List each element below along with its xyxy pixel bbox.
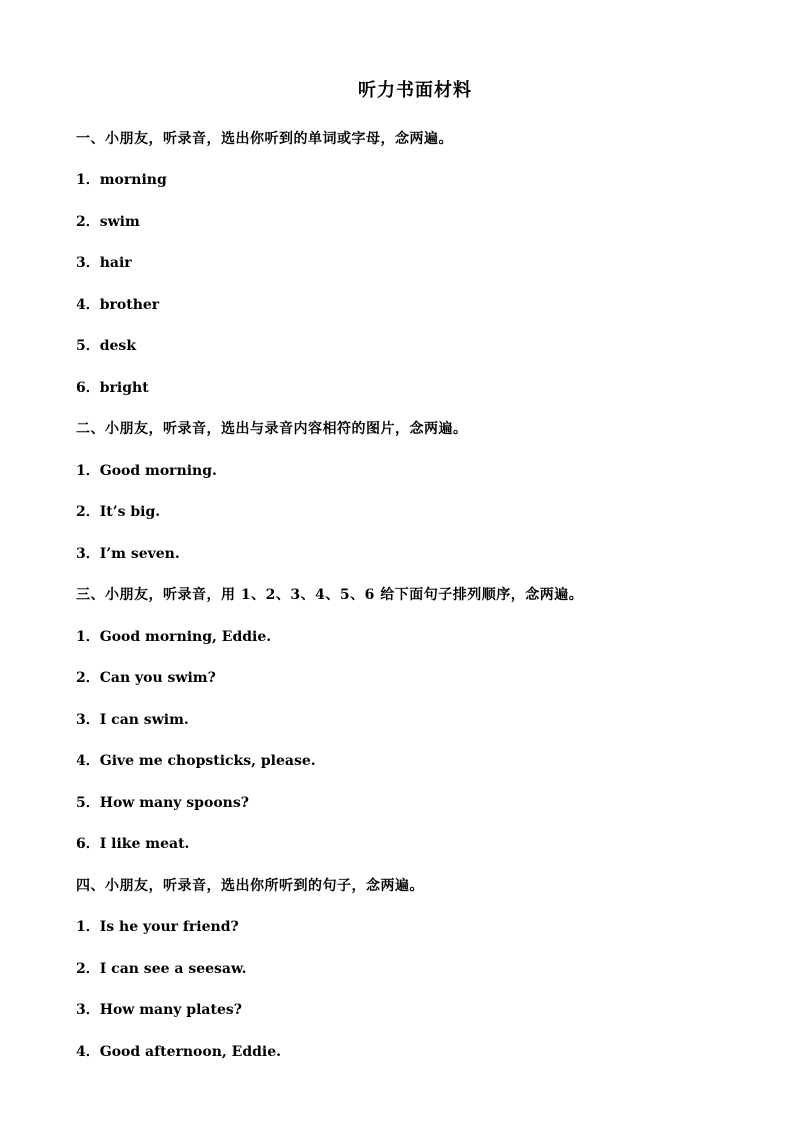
page-title: 听力书面材料: [358, 80, 472, 101]
section-4-item-1: 1．Is he your friend?: [76, 919, 239, 935]
section-4-item-4: 4．Good afternoon, Eddie.: [76, 1044, 282, 1060]
section-4-item-2: 2．I can see a seesaw.: [76, 961, 247, 977]
section-2-heading: 二、小朋友，听录音，选出与录音内容相符的图片，念两遍。: [76, 421, 468, 437]
section-1-item-5: 5．desk: [76, 338, 137, 354]
section-1-heading: 一、小朋友，听录音，选出你听到的单词或字母，念两遍。: [76, 131, 453, 147]
section-2-item-3: 3．I’m seven.: [76, 546, 180, 562]
section-4-item-3: 3．How many plates?: [76, 1002, 242, 1018]
section-1-item-1: 1．morning: [76, 172, 167, 188]
section-1-item-6: 6．bright: [76, 380, 149, 396]
section-1-item-3: 3．hair: [76, 255, 132, 271]
section-3-heading: 三、小朋友，听录音，用 1、2、3、4、5、6 给下面句子排列顺序，念两遍。: [76, 587, 584, 603]
section-3-item-3: 3．I can swim.: [76, 712, 189, 728]
section-2-item-2: 2．It’s big.: [76, 504, 161, 520]
section-3-item-1: 1．Good morning, Eddie.: [76, 629, 272, 645]
section-3-item-2: 2．Can you swim?: [76, 670, 216, 686]
section-2-item-1: 1．Good morning.: [76, 463, 217, 479]
section-3-item-6: 6．I like meat.: [76, 836, 190, 852]
section-3-item-5: 5．How many spoons?: [76, 795, 249, 811]
section-1-item-4: 4．brother: [76, 297, 160, 313]
section-3-item-4: 4．Give me chopsticks, please.: [76, 753, 316, 769]
section-4-heading: 四、小朋友，听录音，选出你所听到的句子，念两遍。: [76, 878, 424, 894]
section-1-item-2: 2．swim: [76, 214, 140, 230]
